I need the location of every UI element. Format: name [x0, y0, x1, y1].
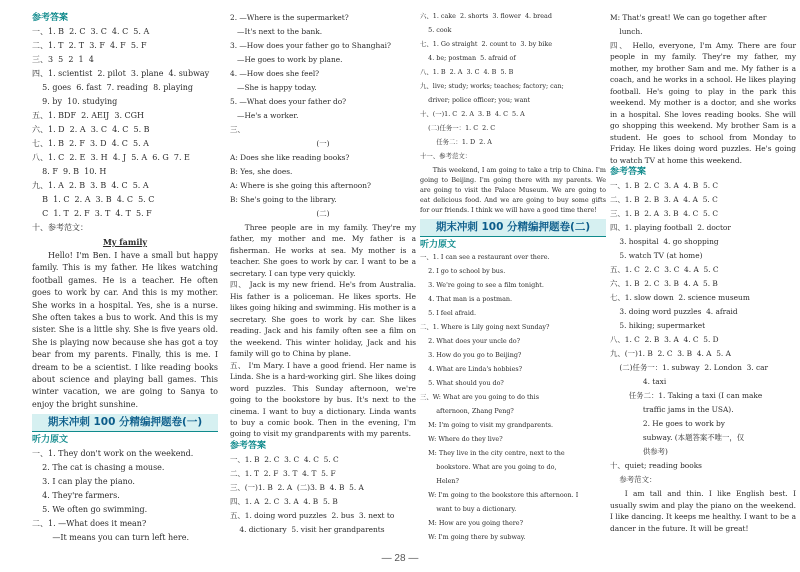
dialog-line: B: Yes, she does.: [230, 167, 293, 176]
section-banner: 期末冲刺 100 分精编押题卷(一): [32, 414, 218, 432]
transcript-paragraph: 四、 Hello, everyone, I'm Amy. There are four people in my family. They're my father, my mother, my brother Sam and me. My father is a coach, and he works in a school. He likes playing football. He's going to play in the park this weekend. My mother is a doctor, and she works in a hospital. She loves reading books. She will go shopping this weekend. My brother Sam is a student. He goes to school from Monday to Friday. He likes doing word puzzles. He's going to watch TV at home this weekend.: [610, 41, 796, 165]
transcript-line: M: That's great! We can go together after: [610, 13, 767, 22]
answer-line: 六、1. D 2. A 3. C 4. C 5. B: [32, 125, 150, 134]
transcript-line: 2. What does your uncle do?: [420, 336, 521, 345]
transcript-line: 4. They're farmers.: [32, 491, 120, 501]
answer-line: 5. cook: [420, 26, 452, 34]
answer-line: 5. hiking; supermarket: [610, 321, 706, 331]
answer-line: 十、(一)1. C 2. A 3. B 4. C 5. A: [420, 110, 525, 118]
transcript-line: 4. What are Linda's hobbies?: [420, 364, 523, 373]
answer-line: 五、1. C 2. C 3. C 4. A 5. C: [610, 265, 719, 275]
answer-line: 4. dictionary 5. visit her grandparents: [230, 524, 385, 534]
transcript-line: 5. —What does your father do?: [230, 97, 347, 106]
answer-line: 任务二：1. Taking a taxi (I can make: [610, 391, 763, 401]
transcript-line: afternoon, Zhang Peng?: [420, 406, 514, 415]
answer-line: 七、1. B 2. F 3. D 4. C 5. A: [32, 139, 149, 148]
transcript-line: lunch.: [610, 27, 643, 36]
answer-line: 参考范文：: [610, 475, 657, 485]
transcript-line: 2. —Where is the supermarket?: [230, 13, 349, 22]
answer-line: (二)任务一：1. C 2. C: [420, 124, 496, 132]
answer-line: 3. doing word puzzles 4. afraid: [610, 307, 738, 317]
answer-line: traffic jams in the USA).: [610, 405, 734, 415]
answer-line: 二、1. B 2. B 3. A 4. A 5. C: [610, 195, 718, 205]
transcript-line: 二、1. —What does it mean?: [32, 519, 147, 529]
transcript-line: 4. —How does she feel?: [230, 69, 320, 78]
answer-line: 九、1. A 2. B 3. B 4. C 5. A: [32, 181, 149, 190]
answer-line: 九、(一)1. B 2. C 3. B 4. A 5. A: [610, 349, 731, 359]
answer-line: 2. He goes to work by: [610, 419, 725, 429]
essay-title: My family: [102, 237, 148, 247]
transcript-line: —It's next to the bank.: [230, 27, 323, 36]
transcript-line: —She is happy today.: [230, 83, 317, 92]
transcript-line: want to buy a dictionary.: [420, 504, 517, 513]
answers-heading: 参考答案: [230, 440, 267, 451]
answer-line: 十一、参考范文：: [420, 152, 472, 160]
transcript-paragraph: 五、 I'm Mary. I have a good friend. Her name is Linda. She is a hard-working girl. She likes doing word puzzles. This Sunday afternoon, we're going to the bookstore by bus. It's next to the cinema. I want to buy a dictionary. Linda wants to buy a comic book. Then in the evening, I'm going to visit my grandparents with my parents.: [230, 360, 416, 439]
answer-line: driver; police officer; you; want: [420, 96, 531, 104]
transcript-line: M: How are you going there?: [420, 518, 524, 527]
answer-line: 三、1. B 2. A 3. B 4. C 5. C: [610, 209, 719, 219]
answer-line: B 1. C 2. A 3. B 4. C 5. C: [32, 195, 155, 204]
transcript-line: W: I'm going there by subway.: [420, 532, 526, 541]
answer-line: 3. hospital 4. go shopping: [610, 237, 719, 247]
transcript-line: M: I'm going to visit my grandparents.: [420, 420, 554, 429]
transcript-line: 5. We often go swimming.: [32, 505, 148, 515]
dialog-line: B: She's going to the library.: [230, 195, 337, 204]
sample-essay: This weekend, I am going to take a trip to China. I'm going to Beijing. I'm going there with my parents. We are going to visit the Palace Museum. We are going to eat delicious food. And we are going to buy some gifts for our friends. I think we will have a good time there!: [420, 166, 606, 214]
dialog-line: A: Does she like reading books?: [230, 153, 350, 162]
transcript-line: 3. How do you go to Beijing?: [420, 350, 522, 359]
answer-line: 四、1. scientist 2. pilot 3. plane 4. subway: [32, 69, 210, 78]
column-1: [32, 12, 218, 546]
transcript-paragraph: Three people are in my family. They're my father, my mother and me. My father is a fisherman. He works at sea. My mother is a teacher. She goes to work by car. I want to be a secretary. I can type very quickly.: [230, 223, 416, 278]
answer-line: (二)任务一：1. subway 2. London 3. car: [610, 363, 769, 373]
answer-line: 任务二：1. D 2. A: [420, 138, 492, 146]
page-number: — 28 —: [381, 553, 419, 564]
transcript-line: 4. That man is a postman.: [420, 294, 513, 303]
transcript-paragraph: 四、 Jack is my new friend. He's from Australia. His father is a policeman. He likes sports. He likes going hiking and swimming. His mother is a secretary. She goes to work by car. She likes reading. Jack and his family often see a film on the weekend. This winter holiday, Jack and his family will go to China by plane.: [230, 280, 416, 359]
sample-essay: Hello! I'm Ben. I have a small but happy family. This is my father. He likes watching football games. He is a teacher. He often goes to work by car. And this is my mother. She works in a hospital. Yes, she is a nurse. She often takes a bus to work. And this is my sister. She is a little shy. She is five years old. She is playing now because she has got a toy bear from my parents. Finally, this is me. I dream to be a scientist. I like reading books about science and playing ball games. This winter vacation, we are going to Sanya to enjoy the bright sunshine.: [32, 251, 218, 409]
answer-line: 十、quiet; reading books: [610, 461, 702, 471]
transcript-line: 二、1. Where is Lily going next Sunday?: [420, 322, 550, 331]
answer-line: 七、1. Go straight 2. count to 3. by bike: [420, 40, 553, 48]
transcript-line: 5. I feel afraid.: [420, 308, 477, 317]
answer-line: 七、1. slow down 2. science museum: [610, 293, 750, 303]
transcript-line: 2. I go to school by bus.: [420, 266, 506, 275]
transcript-line: 三、W: What are you going to do this: [420, 392, 539, 401]
column-2: [230, 12, 416, 538]
transcript-line: 3. —How does your father go to Shanghai?: [230, 41, 391, 50]
answer-line: 5. watch TV (at home): [610, 251, 703, 261]
answer-line: 5. goes 6. fast 7. reading 8. playing: [32, 83, 194, 92]
transcript-line: —He goes to work by plane.: [230, 55, 343, 64]
answer-line: 4. taxi: [610, 377, 667, 387]
answer-line: 五、1. BDF 2. AEIJ 3. CGH: [32, 111, 145, 120]
answer-line: 十、参考范文：: [32, 223, 88, 232]
sample-essay: I am tall and thin. I like English best. I usually swim and play the piano on the weekend. I like dancing. It keeps me healthy. I want to be a dancer in the future. It will be great!: [610, 489, 796, 533]
transcript-line: W: I'm going to the bookstore this afternoon. I: [420, 490, 579, 499]
answer-line: 五、1. doing word puzzles 2. bus 3. next to: [230, 510, 395, 520]
column-4: [610, 12, 796, 534]
section-banner: 期末冲刺 100 分精编押题卷(二): [420, 219, 606, 237]
sub-part-label: (一): [316, 139, 330, 148]
transcript-line: bookstore. What are you going to do,: [420, 462, 557, 471]
transcript-line: 2. The cat is chasing a mouse.: [32, 463, 165, 473]
answer-line: 八、1. C 2. B 3. A 4. C 5. D: [610, 335, 719, 345]
answer-line: 8. F 9. B 10. H: [32, 167, 107, 176]
answers-heading: 参考答案: [32, 13, 69, 23]
transcript-line: 3. We're going to see a film tonight.: [420, 280, 544, 289]
answer-line: 二、1. T 2. T 3. F 4. F 5. F: [32, 41, 147, 50]
transcript-line: M: They live in the city centre, next to the: [420, 448, 565, 457]
answer-line: 4. be; postman 5. afraid of: [420, 54, 516, 62]
answer-line: 9. by 10. studying: [32, 97, 118, 106]
part-label: 三、: [230, 125, 245, 134]
answer-line: 一、1. B 2. C 3. C 4. C 5. A: [32, 27, 150, 36]
transcript-line: —It means you can turn left here.: [32, 533, 190, 543]
transcript-line: 一、1. They don't work on the weekend.: [32, 449, 194, 459]
answer-line: 四、1. A 2. C 3. A 4. B 5. B: [230, 496, 338, 506]
answer-line: 二、1. T 2. F 3. T 4. T 5. F: [230, 468, 336, 478]
answer-line: 三、(一)1. B 2. A (二)3. B 4. B 5. A: [230, 482, 364, 492]
answer-line: 供参考): [610, 447, 668, 457]
answers-heading: 参考答案: [610, 167, 647, 178]
answer-line: 一、1. B 2. C 3. C 4. C 5. C: [230, 454, 339, 464]
transcript-line: 5. What should you do?: [420, 378, 504, 387]
answer-line: 三、3 5 2 1 4: [32, 55, 94, 64]
answer-line: 八、1. C 2. E 3. H 4. J 5. A 6. G 7. E: [32, 153, 190, 162]
answer-line: subway. (本题答案不唯一，仅: [610, 433, 745, 443]
listening-heading: 听力原文: [32, 435, 69, 446]
answer-line: C 1. T 2. F 3. T 4. T 5. F: [32, 209, 152, 218]
answer-line: 八、1. B 2. A 3. C 4. B 5. B: [420, 68, 514, 76]
transcript-line: Helen?: [420, 476, 459, 485]
answer-line: 六、1. cake 2. shorts 3. flower 4. bread: [420, 12, 552, 20]
transcript-line: 3. I can play the piano.: [32, 477, 135, 487]
column-3: [420, 12, 606, 547]
answer-line: 四、1. playing football 2. doctor: [610, 223, 731, 233]
answer-line: 六、1. B 2. C 3. B 4. A 5. B: [610, 279, 718, 289]
transcript-line: 一、1. I can see a restaurant over there.: [420, 252, 550, 261]
transcript-line: —He's a worker.: [230, 111, 299, 120]
answer-line: 一、1. B 2. C 3. A 4. B 5. C: [610, 181, 719, 191]
listening-heading: 听力原文: [420, 239, 457, 250]
dialog-line: A: Where is she going this afternoon?: [230, 181, 371, 190]
sub-part-label: (二): [316, 209, 330, 218]
transcript-line: W: Where do they live?: [420, 434, 503, 443]
answer-line: 九、live; study; works; teaches; factory; can;: [420, 82, 564, 90]
